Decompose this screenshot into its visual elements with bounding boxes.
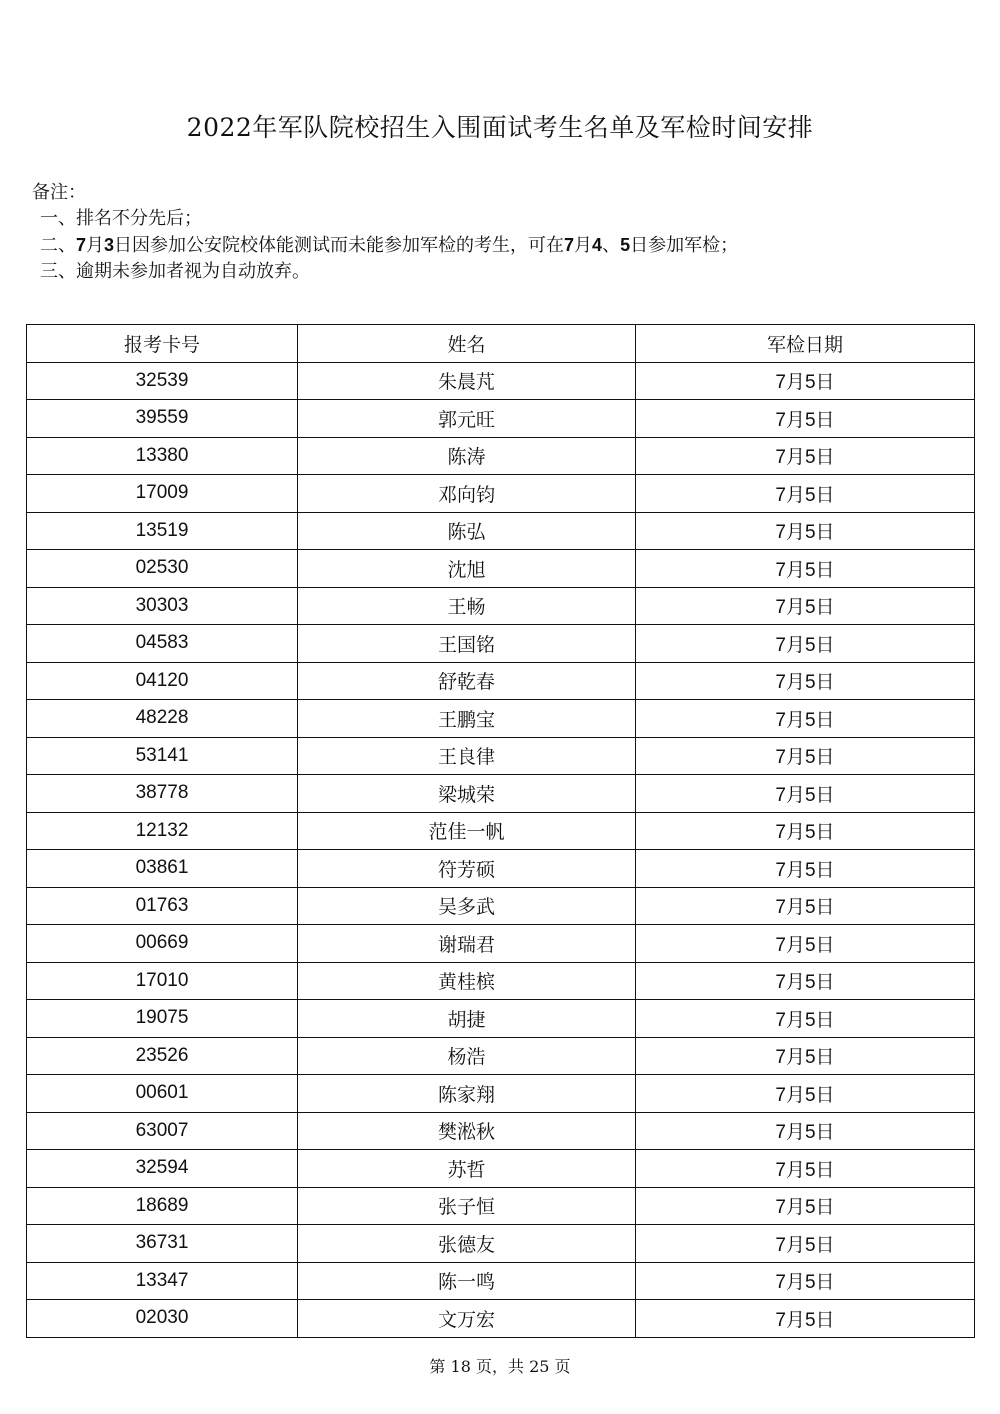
- cell-card-number: 02530: [27, 550, 298, 588]
- cell-card-number: 63007: [27, 1112, 298, 1150]
- cell-exam-date: 7月5日: [636, 1037, 975, 1075]
- cell-exam-date: 7月5日: [636, 625, 975, 663]
- header-card-number: 报考卡号: [27, 325, 298, 363]
- cell-name: 王良律: [298, 737, 636, 775]
- table-row: [27, 662, 975, 700]
- cell-card-number: 00669: [27, 925, 298, 963]
- table-row: [27, 475, 975, 513]
- footer-total-pages: 25: [529, 1357, 550, 1376]
- cell-name: 王鹏宝: [298, 700, 636, 738]
- cell-card-number: 32594: [27, 1150, 298, 1188]
- document-title: 2022年军队院校招生入围面试考生名单及军检时间安排: [186, 113, 814, 142]
- cell-exam-date: 7月5日: [636, 812, 975, 850]
- header-exam-date: 军检日期: [636, 325, 975, 363]
- cell-name: 胡捷: [298, 1000, 636, 1038]
- cell-exam-date: 7月5日: [636, 550, 975, 588]
- cell-card-number: 38778: [27, 775, 298, 813]
- note-text-5: 日参加军检；: [630, 235, 739, 256]
- cell-exam-date: 7月5日: [636, 400, 975, 438]
- cell-exam-date: 7月5日: [636, 475, 975, 513]
- cell-name: 梁城荣: [298, 775, 636, 813]
- table-row: [27, 1225, 975, 1263]
- cell-card-number: 17009: [27, 475, 298, 513]
- cell-exam-date: 7月5日: [636, 1225, 975, 1263]
- note-day-3: 5: [620, 235, 631, 255]
- cell-name: 陈弘: [298, 512, 636, 550]
- table-row: [27, 400, 975, 438]
- note-month-2: 7: [564, 235, 575, 255]
- cell-name: 沈旭: [298, 550, 636, 588]
- cell-name: 陈家翔: [298, 1075, 636, 1113]
- cell-name: 文万宏: [298, 1300, 636, 1338]
- header-name: 姓名: [298, 325, 636, 363]
- table-row: [27, 775, 975, 813]
- cell-card-number: 04583: [27, 625, 298, 663]
- cell-card-number: 39559: [27, 400, 298, 438]
- cell-name: 杨浩: [298, 1037, 636, 1075]
- note-line-1: 一、排名不分先后；: [40, 208, 202, 229]
- notes-heading: 备注：: [32, 182, 86, 203]
- cell-exam-date: 7月5日: [636, 700, 975, 738]
- table-row: [27, 1112, 975, 1150]
- cell-name: 陈一鸣: [298, 1262, 636, 1300]
- note-day-2: 4: [592, 235, 603, 255]
- note-line-3: 三、逾期未参加者视为自动放弃。: [40, 261, 310, 282]
- cell-name: 王畅: [298, 587, 636, 625]
- cell-name: 王国铭: [298, 625, 636, 663]
- table-body: [27, 362, 975, 1337]
- cell-card-number: 13519: [27, 512, 298, 550]
- cell-card-number: 17010: [27, 962, 298, 1000]
- cell-exam-date: 7月5日: [636, 1300, 975, 1338]
- cell-card-number: 30303: [27, 587, 298, 625]
- note-text-2: 日因参加公安院校体能测试而未能参加军检的考生，可在: [114, 235, 565, 256]
- table-row: [27, 887, 975, 925]
- cell-name: 邓向钧: [298, 475, 636, 513]
- cell-card-number: 18689: [27, 1187, 298, 1225]
- cell-exam-date: 7月5日: [636, 662, 975, 700]
- table-row: [27, 850, 975, 888]
- cell-exam-date: 7月5日: [636, 925, 975, 963]
- table-row: [27, 737, 975, 775]
- cell-exam-date: 7月5日: [636, 887, 975, 925]
- cell-card-number: 04120: [27, 662, 298, 700]
- cell-card-number: 19075: [27, 1000, 298, 1038]
- cell-exam-date: 7月5日: [636, 1112, 975, 1150]
- cell-exam-date: 7月5日: [636, 512, 975, 550]
- cell-name: 陈涛: [298, 437, 636, 475]
- table-row: [27, 587, 975, 625]
- cell-card-number: 01763: [27, 887, 298, 925]
- cell-name: 张子恒: [298, 1187, 636, 1225]
- cell-card-number: 13347: [27, 1262, 298, 1300]
- table-row: [27, 925, 975, 963]
- cell-name: 符芳硕: [298, 850, 636, 888]
- cell-name: 范佳一帆: [298, 812, 636, 850]
- table-row: [27, 1300, 975, 1338]
- cell-name: 郭元旺: [298, 400, 636, 438]
- cell-name: 张德友: [298, 1225, 636, 1263]
- cell-card-number: 48228: [27, 700, 298, 738]
- table-row: [27, 1075, 975, 1113]
- table-row: [27, 550, 975, 588]
- cell-exam-date: 7月5日: [636, 1000, 975, 1038]
- cell-card-number: 32539: [27, 362, 298, 400]
- cell-card-number: 03861: [27, 850, 298, 888]
- footer-page-number: 18: [450, 1357, 471, 1376]
- cell-card-number: 36731: [27, 1225, 298, 1263]
- footer-post: 页: [554, 1357, 571, 1376]
- cell-exam-date: 7月5日: [636, 362, 975, 400]
- note-line-2-prefix: 二、: [40, 235, 76, 256]
- table-row: [27, 1187, 975, 1225]
- cell-exam-date: 7月5日: [636, 1262, 975, 1300]
- cell-name: 樊淞秋: [298, 1112, 636, 1150]
- cell-name: 谢瑞君: [298, 925, 636, 963]
- table-row: [27, 362, 975, 400]
- cell-exam-date: 7月5日: [636, 775, 975, 813]
- cell-exam-date: 7月5日: [636, 1187, 975, 1225]
- cell-card-number: 13380: [27, 437, 298, 475]
- note-line-2: [32, 232, 738, 259]
- cell-exam-date: 7月5日: [636, 437, 975, 475]
- cell-name: 黄桂槟: [298, 962, 636, 1000]
- note-text-1: 月: [86, 235, 105, 256]
- cell-card-number: 12132: [27, 812, 298, 850]
- cell-exam-date: 7月5日: [636, 850, 975, 888]
- cell-exam-date: 7月5日: [636, 587, 975, 625]
- table-row: [27, 512, 975, 550]
- cell-exam-date: 7月5日: [636, 1075, 975, 1113]
- table-row: [27, 700, 975, 738]
- note-text-4: 、: [602, 235, 621, 256]
- note-month-1: 7: [76, 235, 87, 255]
- cell-exam-date: 7月5日: [636, 1150, 975, 1188]
- footer-mid: 页，共: [475, 1357, 524, 1376]
- notes: [32, 180, 738, 285]
- table-row: [27, 962, 975, 1000]
- note-day-1: 3: [104, 235, 115, 255]
- page-footer: [0, 1354, 1000, 1377]
- cell-name: 舒乾春: [298, 662, 636, 700]
- cell-card-number: 53141: [27, 737, 298, 775]
- footer-pre: 第: [429, 1357, 446, 1376]
- cell-card-number: 23526: [27, 1037, 298, 1075]
- table-row: [27, 1037, 975, 1075]
- cell-exam-date: 7月5日: [636, 962, 975, 1000]
- candidate-table: [26, 324, 975, 1338]
- cell-name: 苏哲: [298, 1150, 636, 1188]
- cell-exam-date: 7月5日: [636, 737, 975, 775]
- cell-name: 朱晨芃: [298, 362, 636, 400]
- cell-card-number: 02030: [27, 1300, 298, 1338]
- table-row: [27, 1150, 975, 1188]
- table-header-row: [27, 325, 975, 363]
- table-row: [27, 437, 975, 475]
- table-row: [27, 812, 975, 850]
- table-row: [27, 1000, 975, 1038]
- table-row: [27, 625, 975, 663]
- table-row: [27, 1262, 975, 1300]
- note-text-3: 月: [574, 235, 593, 256]
- cell-name: 吴多武: [298, 887, 636, 925]
- cell-card-number: 00601: [27, 1075, 298, 1113]
